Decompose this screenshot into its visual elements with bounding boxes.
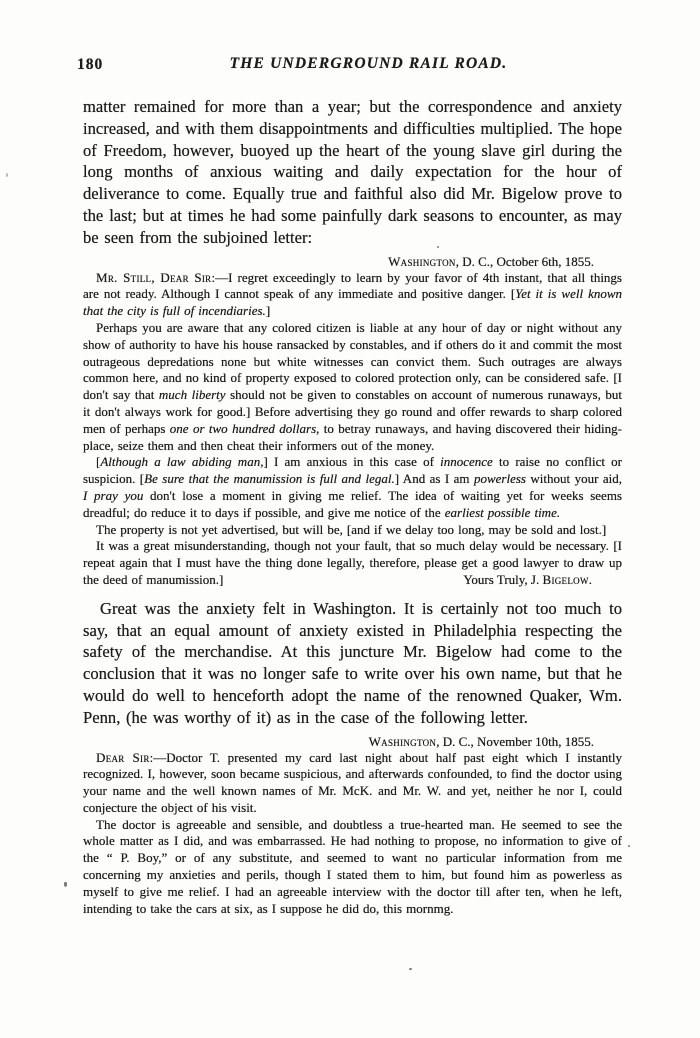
letter2-paragraph-2: The doctor is agreeable and sensible, and doubtless a true-hearted man. He seemed to see the whole matter as I did, and was embarrassed. He had nothing to propose, no information to give of the “ P. Boy,” or of any substitute, and seemed to want no particular information from me concerning my anxieties and perils, though I stated them to him, but found him as powerless as myself to give me relief. I had an agreeable interview with the doctor till after ten, when he left, intending to take the cars at six, as I suppose he did do, this mornmg. [83, 816, 622, 916]
scan-speck [6, 173, 8, 177]
scan-speck [409, 968, 412, 970]
letter1-paragraph-3: [Although a law abiding man,] I am anxious in this case of innocence to raise no conflict or suspicion. [Be sure that the manumission is full and legal.] And as I am powerless without your aid, I pray you don't lose a moment in giving me relief. The idea of waiting yet for weeks seems dreadful; do reduce it to days if possible, and give me notice of the earliest possible time. [83, 454, 623, 520]
page-number: 180 [77, 56, 104, 73]
scan-speck [628, 845, 630, 847]
narrative-paragraph-1: matter remained for more than a year; but the correspondence and anxiety increased, and with them disappointments and difficulties multiplied. The hope of Freedom, however, buoyed up the heart of the young slave girl during the long months of anxious waiting and daily expectation for the hour of deliverance to come. Equally true and faithful also did Mr. Bigelow prove to the last; but at times he had some painfully dark seasons to encounter, as may be seen from the subjoined letter: [83, 97, 622, 247]
letter1-paragraph-2: Perhaps you are aware that any colored citizen is liable at any hour of day or night without any show of authority to have his house ransacked by constables, and if others do it and commit the most outrageous depredations none but white witnesses can convict them. Such outrages are always common here, and no kind of property exposed to colored protection only, can be considered safe. [I don't say that much liberty should not be given to constables on account of numerous runaways, but it don't always work for good.] Before advertising they go round and offer rewards to sharp colored men of perhaps one or two hundred dollars, to betray runaways, and having discovered their hiding-place, seize them and then cheat their informers out of the money. [83, 319, 622, 453]
scan-speck [64, 882, 67, 887]
letter1-paragraph-1: Mr. Still, Dear Sir:—I regret exceedingly to learn by your favor of 4th instant, that all things are not ready. Although I cannot speak of any immediate and positive danger. [Yet it is well known that the city is full of incendiaries.] [83, 269, 623, 319]
scan-speck [437, 246, 439, 248]
running-head [77, 55, 622, 75]
letter1-paragraph-4: The property is not yet advertised, but will be, [and if we delay too long, may be sold and lost.] [96, 521, 607, 537]
running-title: THE UNDERGROUND RAIL ROAD. [229, 55, 508, 72]
letter1-signature: Yours Truly, J. Bigelow. [463, 571, 592, 587]
letter1-dateline: Washington, D. C., October 6th, 1855. [388, 253, 594, 269]
narrative-paragraph-2: Great was the anxiety felt in Washington. It is certainly not too much to say, that an equal amount of anxiety existed in Philadelphia respecting the safety of the merchandise. At this juncture Mr. Bigelow had come to the conclusion that it was no longer safe to write over his own name, but that he would do well to henceforth adopt the name of the renowned Quaker, Wm. Penn, (he was worthy of it) as in the case of the following letter. [83, 598, 622, 727]
text-block [77, 55, 623, 917]
letter1-paragraph-5: It was a great misunderstanding, though not your fault, that so much delay would be necessary. [I repeat again that I must have the thing done legally, therefore, please get a good lawyer to draw up the deed of manumission.] [83, 538, 622, 587]
letter2-paragraph-1: Dear Sir:—Doctor T. presented my card last night about half past eight which I instantly recognized. I, however, soon became suspicious, and afterwards confounded, to find the doctor using your name and the well known names of Mr. McK. and Mr. W. and yet, neither he nor I, could conjecture the object of his visit. [83, 749, 622, 815]
letter2-dateline: Washington, D. C., November 10th, 1855. [368, 733, 594, 749]
